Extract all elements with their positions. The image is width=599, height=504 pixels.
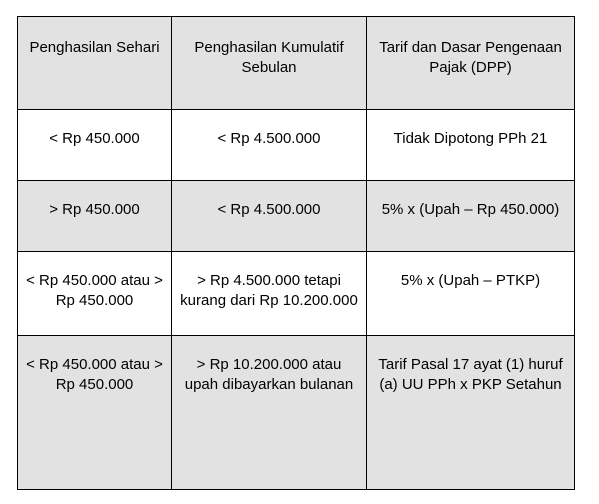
header-cell: Penghasilan Sehari bbox=[18, 17, 172, 110]
table-cell: > Rp 10.200.000 atau upah dibayarkan bulanan bbox=[172, 336, 367, 490]
table-row bbox=[18, 110, 575, 181]
table-row bbox=[18, 181, 575, 252]
table-header-row bbox=[18, 17, 575, 110]
table-cell: > Rp 450.000 bbox=[18, 181, 172, 252]
table-cell: < Rp 4.500.000 bbox=[172, 110, 367, 181]
table-cell: Tidak Dipotong PPh 21 bbox=[367, 110, 575, 181]
table-row bbox=[18, 336, 575, 490]
table-cell: < Rp 450.000 atau > Rp 450.000 bbox=[18, 252, 172, 336]
table-row bbox=[18, 252, 575, 336]
header-cell: Tarif dan Dasar Pengenaan Pajak (DPP) bbox=[367, 17, 575, 110]
table-cell: < Rp 450.000 atau > Rp 450.000 bbox=[18, 336, 172, 490]
header-cell: Penghasilan Kumulatif Sebulan bbox=[172, 17, 367, 110]
tax-rate-table bbox=[17, 16, 575, 490]
table-cell: < Rp 4.500.000 bbox=[172, 181, 367, 252]
table-cell: > Rp 4.500.000 tetapi kurang dari Rp 10.200.000 bbox=[172, 252, 367, 336]
table-cell: Tarif Pasal 17 ayat (1) huruf (a) UU PPh x PKP Setahun bbox=[367, 336, 575, 490]
table-cell: < Rp 450.000 bbox=[18, 110, 172, 181]
table-cell: 5% x (Upah – PTKP) bbox=[367, 252, 575, 336]
table-cell: 5% x (Upah – Rp 450.000) bbox=[367, 181, 575, 252]
